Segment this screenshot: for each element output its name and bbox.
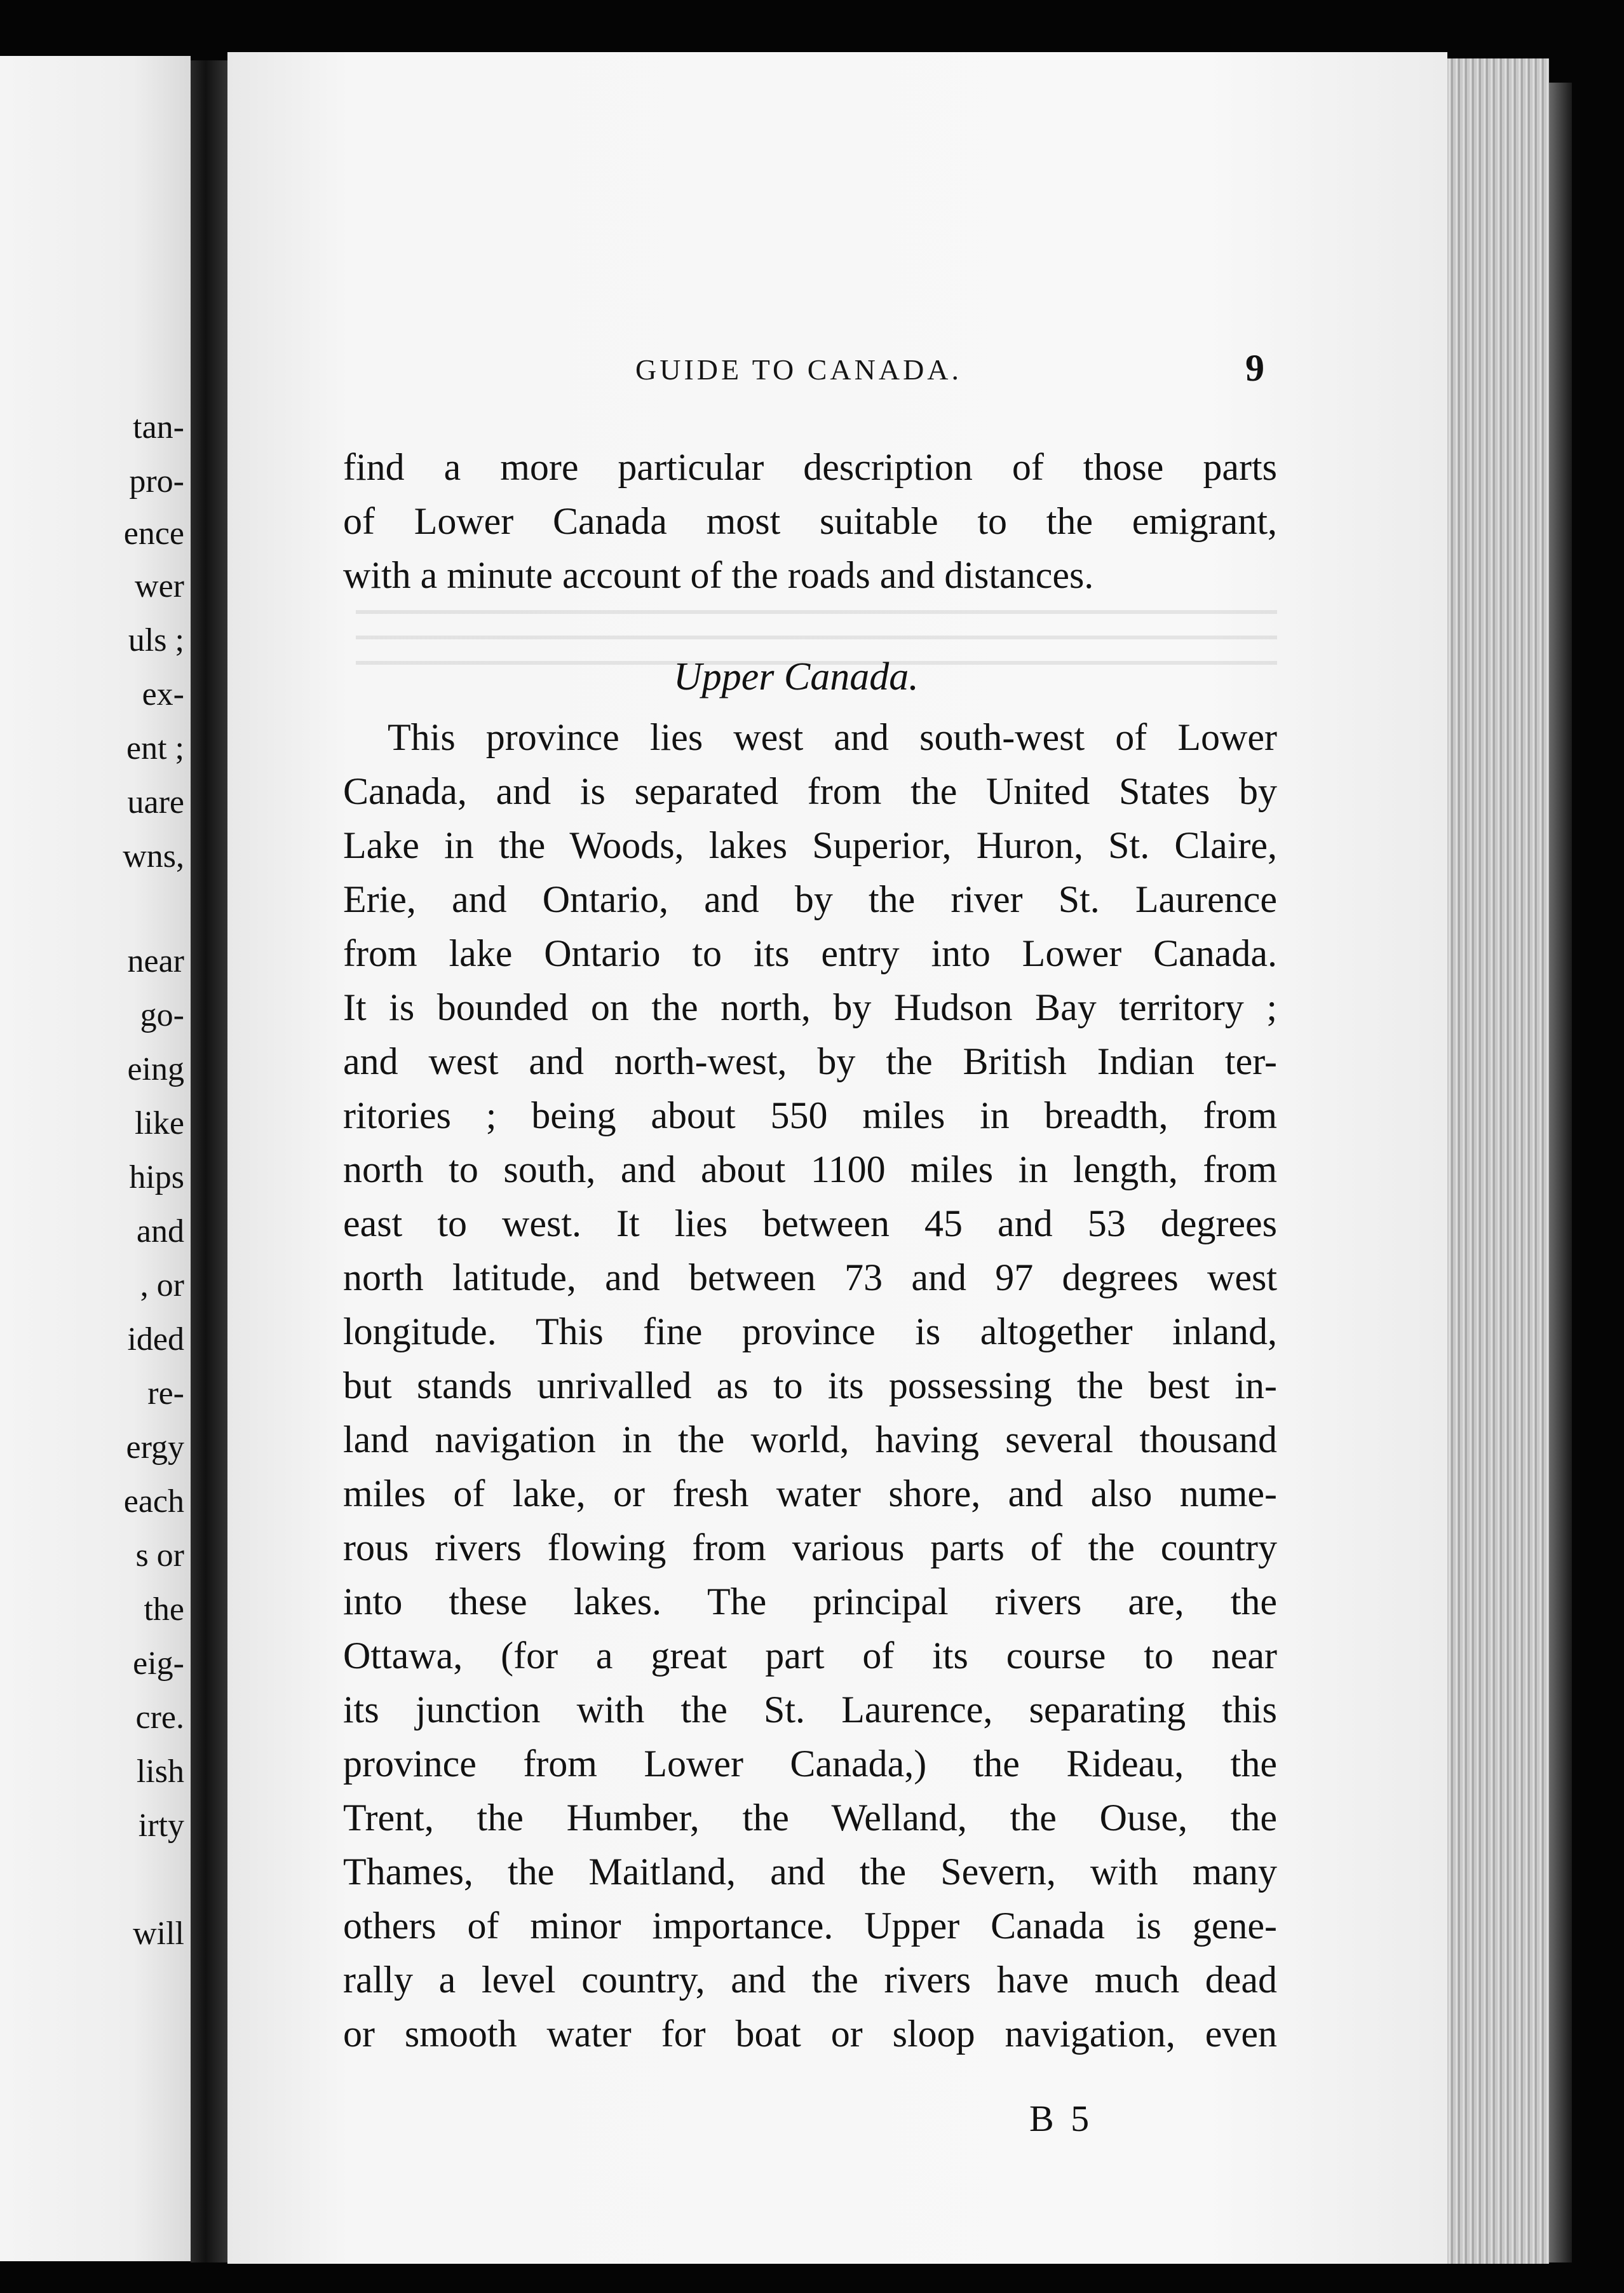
left-fragment: ent ; bbox=[126, 730, 184, 766]
left-fragment: uare bbox=[127, 784, 184, 820]
left-fragment: re- bbox=[147, 1375, 184, 1412]
left-fragment: go- bbox=[140, 997, 184, 1033]
paragraph-line: or smooth water for boat or sloop navigation, even bbox=[343, 2013, 1277, 2055]
page-edges bbox=[1447, 58, 1549, 2264]
left-fragment: eig- bbox=[133, 1645, 184, 1682]
signature-mark: B 5 bbox=[1029, 2098, 1093, 2139]
left-fragment: and bbox=[136, 1213, 184, 1249]
left-fragment: each bbox=[123, 1483, 184, 1520]
book-gutter bbox=[191, 60, 227, 2262]
paragraph-line: rous rivers flowing from various parts of the country bbox=[343, 1527, 1277, 1568]
left-fragment: ergy bbox=[126, 1429, 184, 1466]
left-fragment: hips bbox=[129, 1159, 184, 1195]
paragraph-line: Trent, the Humber, the Welland, the Ouse, the bbox=[343, 1797, 1277, 1839]
paragraph-line: and west and north-west, by the British Indian ter- bbox=[343, 1040, 1277, 1082]
left-fragment: pro- bbox=[129, 463, 184, 500]
left-fragment: irty bbox=[138, 1807, 184, 1844]
left-page bbox=[0, 56, 191, 2261]
paragraph-line: ritories ; being about 550 miles in breadth, from bbox=[343, 1094, 1277, 1136]
left-fragment: wns, bbox=[123, 838, 184, 874]
paragraph-line: Canada, and is separated from the United States by bbox=[343, 770, 1277, 812]
paragraph-line: land navigation in the world, having several thousand bbox=[343, 1419, 1277, 1460]
left-fragment: ence bbox=[123, 515, 184, 552]
paragraph-line: Ottawa, (for a great part of its course to near bbox=[343, 1635, 1277, 1677]
paragraph-line: north to south, and about 1100 miles in length, from bbox=[343, 1148, 1277, 1190]
left-page-fragments bbox=[0, 56, 191, 2261]
paragraph-line: north latitude, and between 73 and 97 degrees west bbox=[343, 1256, 1277, 1298]
left-fragment: the bbox=[144, 1591, 184, 1628]
left-fragment: s or bbox=[135, 1537, 184, 1574]
left-fragment: like bbox=[135, 1105, 184, 1141]
left-fragment: tan- bbox=[133, 409, 184, 446]
left-fragment: wer bbox=[135, 568, 184, 604]
paragraph-line: east to west. It lies between 45 and 53 degrees bbox=[343, 1202, 1277, 1244]
left-fragment: eing bbox=[127, 1051, 184, 1087]
paragraph-line: This province lies west and south-west of Lower bbox=[388, 716, 1277, 758]
left-fragment: lish bbox=[136, 1753, 184, 1790]
paragraph-line: province from Lower Canada,) the Rideau, the bbox=[343, 1743, 1277, 1785]
left-fragment: ided bbox=[127, 1321, 184, 1357]
left-fragment: uls ; bbox=[128, 622, 184, 658]
page-number: 9 bbox=[1245, 347, 1264, 389]
left-fragment: ex- bbox=[142, 676, 184, 712]
paragraph-line: but stands unrivalled as to its possessing the best in- bbox=[343, 1364, 1277, 1406]
page-edges-shadow bbox=[1549, 83, 1572, 2262]
paragraph-line: Lake in the Woods, lakes Superior, Huron, St. Claire, bbox=[343, 824, 1277, 866]
section-heading: Upper Canada. bbox=[673, 655, 919, 698]
paragraph-line: longitude. This fine province is altogether inland, bbox=[343, 1310, 1277, 1352]
paragraph-line: from lake Ontario to its entry into Lower Canada. bbox=[343, 932, 1277, 974]
body-line: of Lower Canada most suitable to the emigrant, bbox=[343, 500, 1277, 542]
paragraph-line: rally a level country, and the rivers have much dead bbox=[343, 1959, 1277, 2001]
left-fragment: will bbox=[133, 1915, 184, 1952]
paragraph-line: miles of lake, or fresh water shore, and also nume- bbox=[343, 1473, 1277, 1514]
left-fragment: , or bbox=[140, 1267, 184, 1303]
running-head: GUIDE TO CANADA. bbox=[635, 353, 963, 386]
left-fragment: near bbox=[127, 943, 184, 979]
body-line: find a more particular description of those parts bbox=[343, 446, 1277, 488]
paragraph-line: into these lakes. The principal rivers are, the bbox=[343, 1581, 1277, 1623]
paragraph-line: others of minor importance. Upper Canada is gene- bbox=[343, 1905, 1277, 1947]
body-line: with a minute account of the roads and distances. bbox=[343, 554, 1094, 596]
paragraph-line: Thames, the Maitland, and the Severn, with many bbox=[343, 1851, 1277, 1893]
paragraph-line: It is bounded on the north, by Hudson Bay territory ; bbox=[343, 986, 1277, 1028]
left-fragment: cre. bbox=[135, 1699, 184, 1736]
paragraph-line: Erie, and Ontario, and by the river St. Laurence bbox=[343, 878, 1277, 920]
paragraph-line: its junction with the St. Laurence, separating this bbox=[343, 1689, 1277, 1731]
